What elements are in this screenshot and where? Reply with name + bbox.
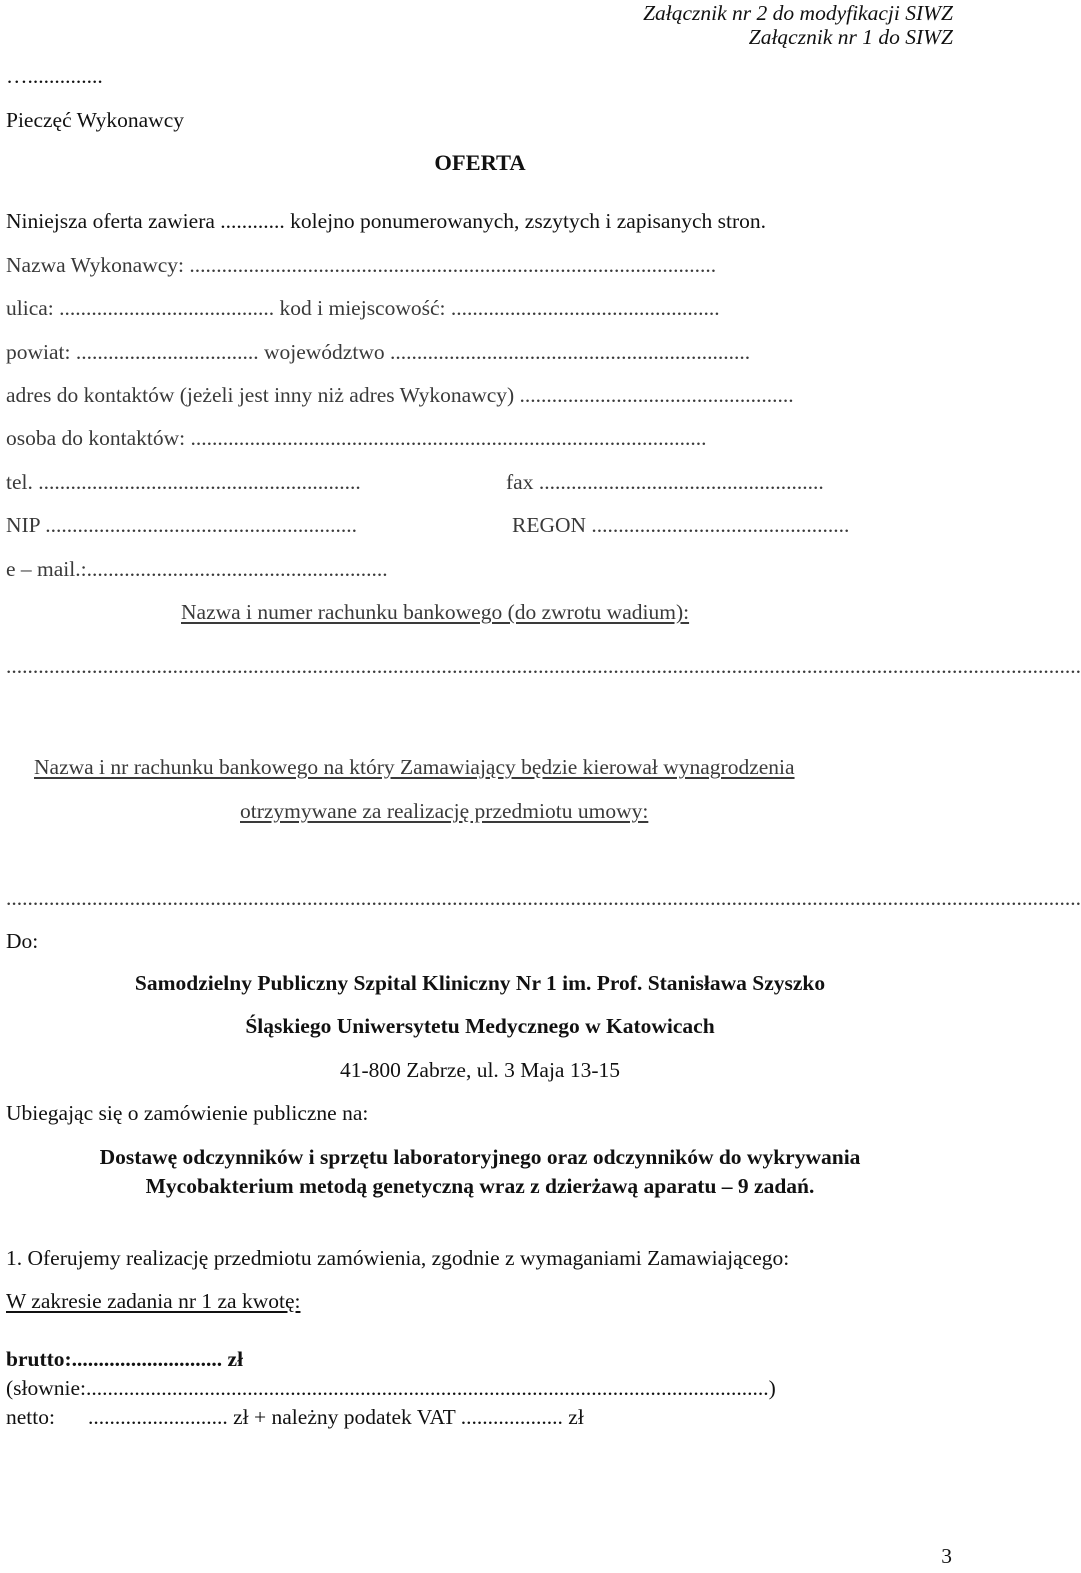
fax-field: fax ..................................................... bbox=[506, 470, 824, 494]
street-line: ulica: ........................................ kod i miejscowość: .................................................. bbox=[6, 296, 720, 320]
recipient-to-label: Do: bbox=[6, 929, 39, 953]
county-line: powiat: .................................. województwo ................................................................... bbox=[6, 340, 751, 364]
net-label: netto: bbox=[6, 1405, 55, 1429]
tender-subject-2: Mycobakterium metodą genetyczną wraz z dzierżawą aparatu – 9 zadań. bbox=[145, 1174, 815, 1198]
stamp-label: Pieczęć Wykonawcy bbox=[6, 108, 184, 132]
annex-header-2: Załącznik nr 1 do SIWZ bbox=[748, 25, 953, 49]
page-title: OFERTA bbox=[434, 150, 526, 175]
tender-subject-1: Dostawę odczynników i sprzętu laboratoryjnego oraz odczynników do wykrywania bbox=[99, 1145, 861, 1169]
contact-address-line: adres do kontaktów (jeżeli jest inny niż adres Wykonawcy) ................................................... bbox=[6, 383, 794, 407]
net-amount-line: .......................... zł + należny podatek VAT ................... zł bbox=[88, 1405, 584, 1429]
bank-payment-label-1: Nazwa i nr rachunku bankowego na który Zamawiający będzie kierował wynagrodzenia bbox=[34, 755, 795, 779]
stamp-dots: ….............. bbox=[6, 64, 103, 88]
recipient-name-2: Śląskiego Uniwersytetu Medycznego w Katowicach bbox=[245, 1014, 715, 1038]
gross-amount-line: brutto:............................ zł bbox=[6, 1347, 244, 1371]
pages-count-line: Niniejsza oferta zawiera ............ kolejno ponumerowanych, zszytych i zapisanych stron. bbox=[6, 209, 767, 233]
bank-payment-label-2: otrzymywane za realizację przedmiotu umowy: bbox=[240, 799, 649, 823]
contact-person-line: osoba do kontaktów: ................................................................................................ bbox=[6, 426, 707, 450]
page-number: 3 bbox=[941, 1544, 952, 1568]
nip-field: NIP .......................................................... bbox=[6, 513, 357, 537]
tel-field: tel. ............................................................ bbox=[6, 470, 361, 494]
bank-refund-dots: ........................................................................................................................................................................................................ bbox=[6, 654, 1081, 678]
offer-point-1: 1. Oferujemy realizację przedmiotu zamówienia, zgodnie z wymaganiami Zamawiającego: bbox=[6, 1246, 790, 1270]
offer-scope: W zakresie zadania nr 1 za kwotę: bbox=[6, 1289, 301, 1313]
bank-refund-label: Nazwa i numer rachunku bankowego (do zwrotu wadium): bbox=[181, 600, 690, 624]
tender-intro: Ubiegając się o zamówienie publiczne na: bbox=[6, 1101, 369, 1125]
email-field: e – mail.:........................................................ bbox=[6, 557, 388, 581]
contractor-name-line: Nazwa Wykonawcy: .................................................................................................. bbox=[6, 253, 717, 277]
bank-payment-dots: ........................................................................................................................................................................................................ bbox=[6, 886, 1081, 910]
regon-field: REGON ................................................ bbox=[512, 513, 850, 537]
amount-in-words-line: (słownie:...............................................................................................................................) bbox=[6, 1376, 776, 1400]
recipient-address: 41-800 Zabrze, ul. 3 Maja 13-15 bbox=[339, 1058, 620, 1082]
recipient-name-1: Samodzielny Publiczny Szpital Kliniczny Nr 1 im. Prof. Stanisława Szyszko bbox=[134, 971, 826, 995]
annex-header-1: Załącznik nr 2 do modyfikacji SIWZ bbox=[643, 1, 953, 25]
